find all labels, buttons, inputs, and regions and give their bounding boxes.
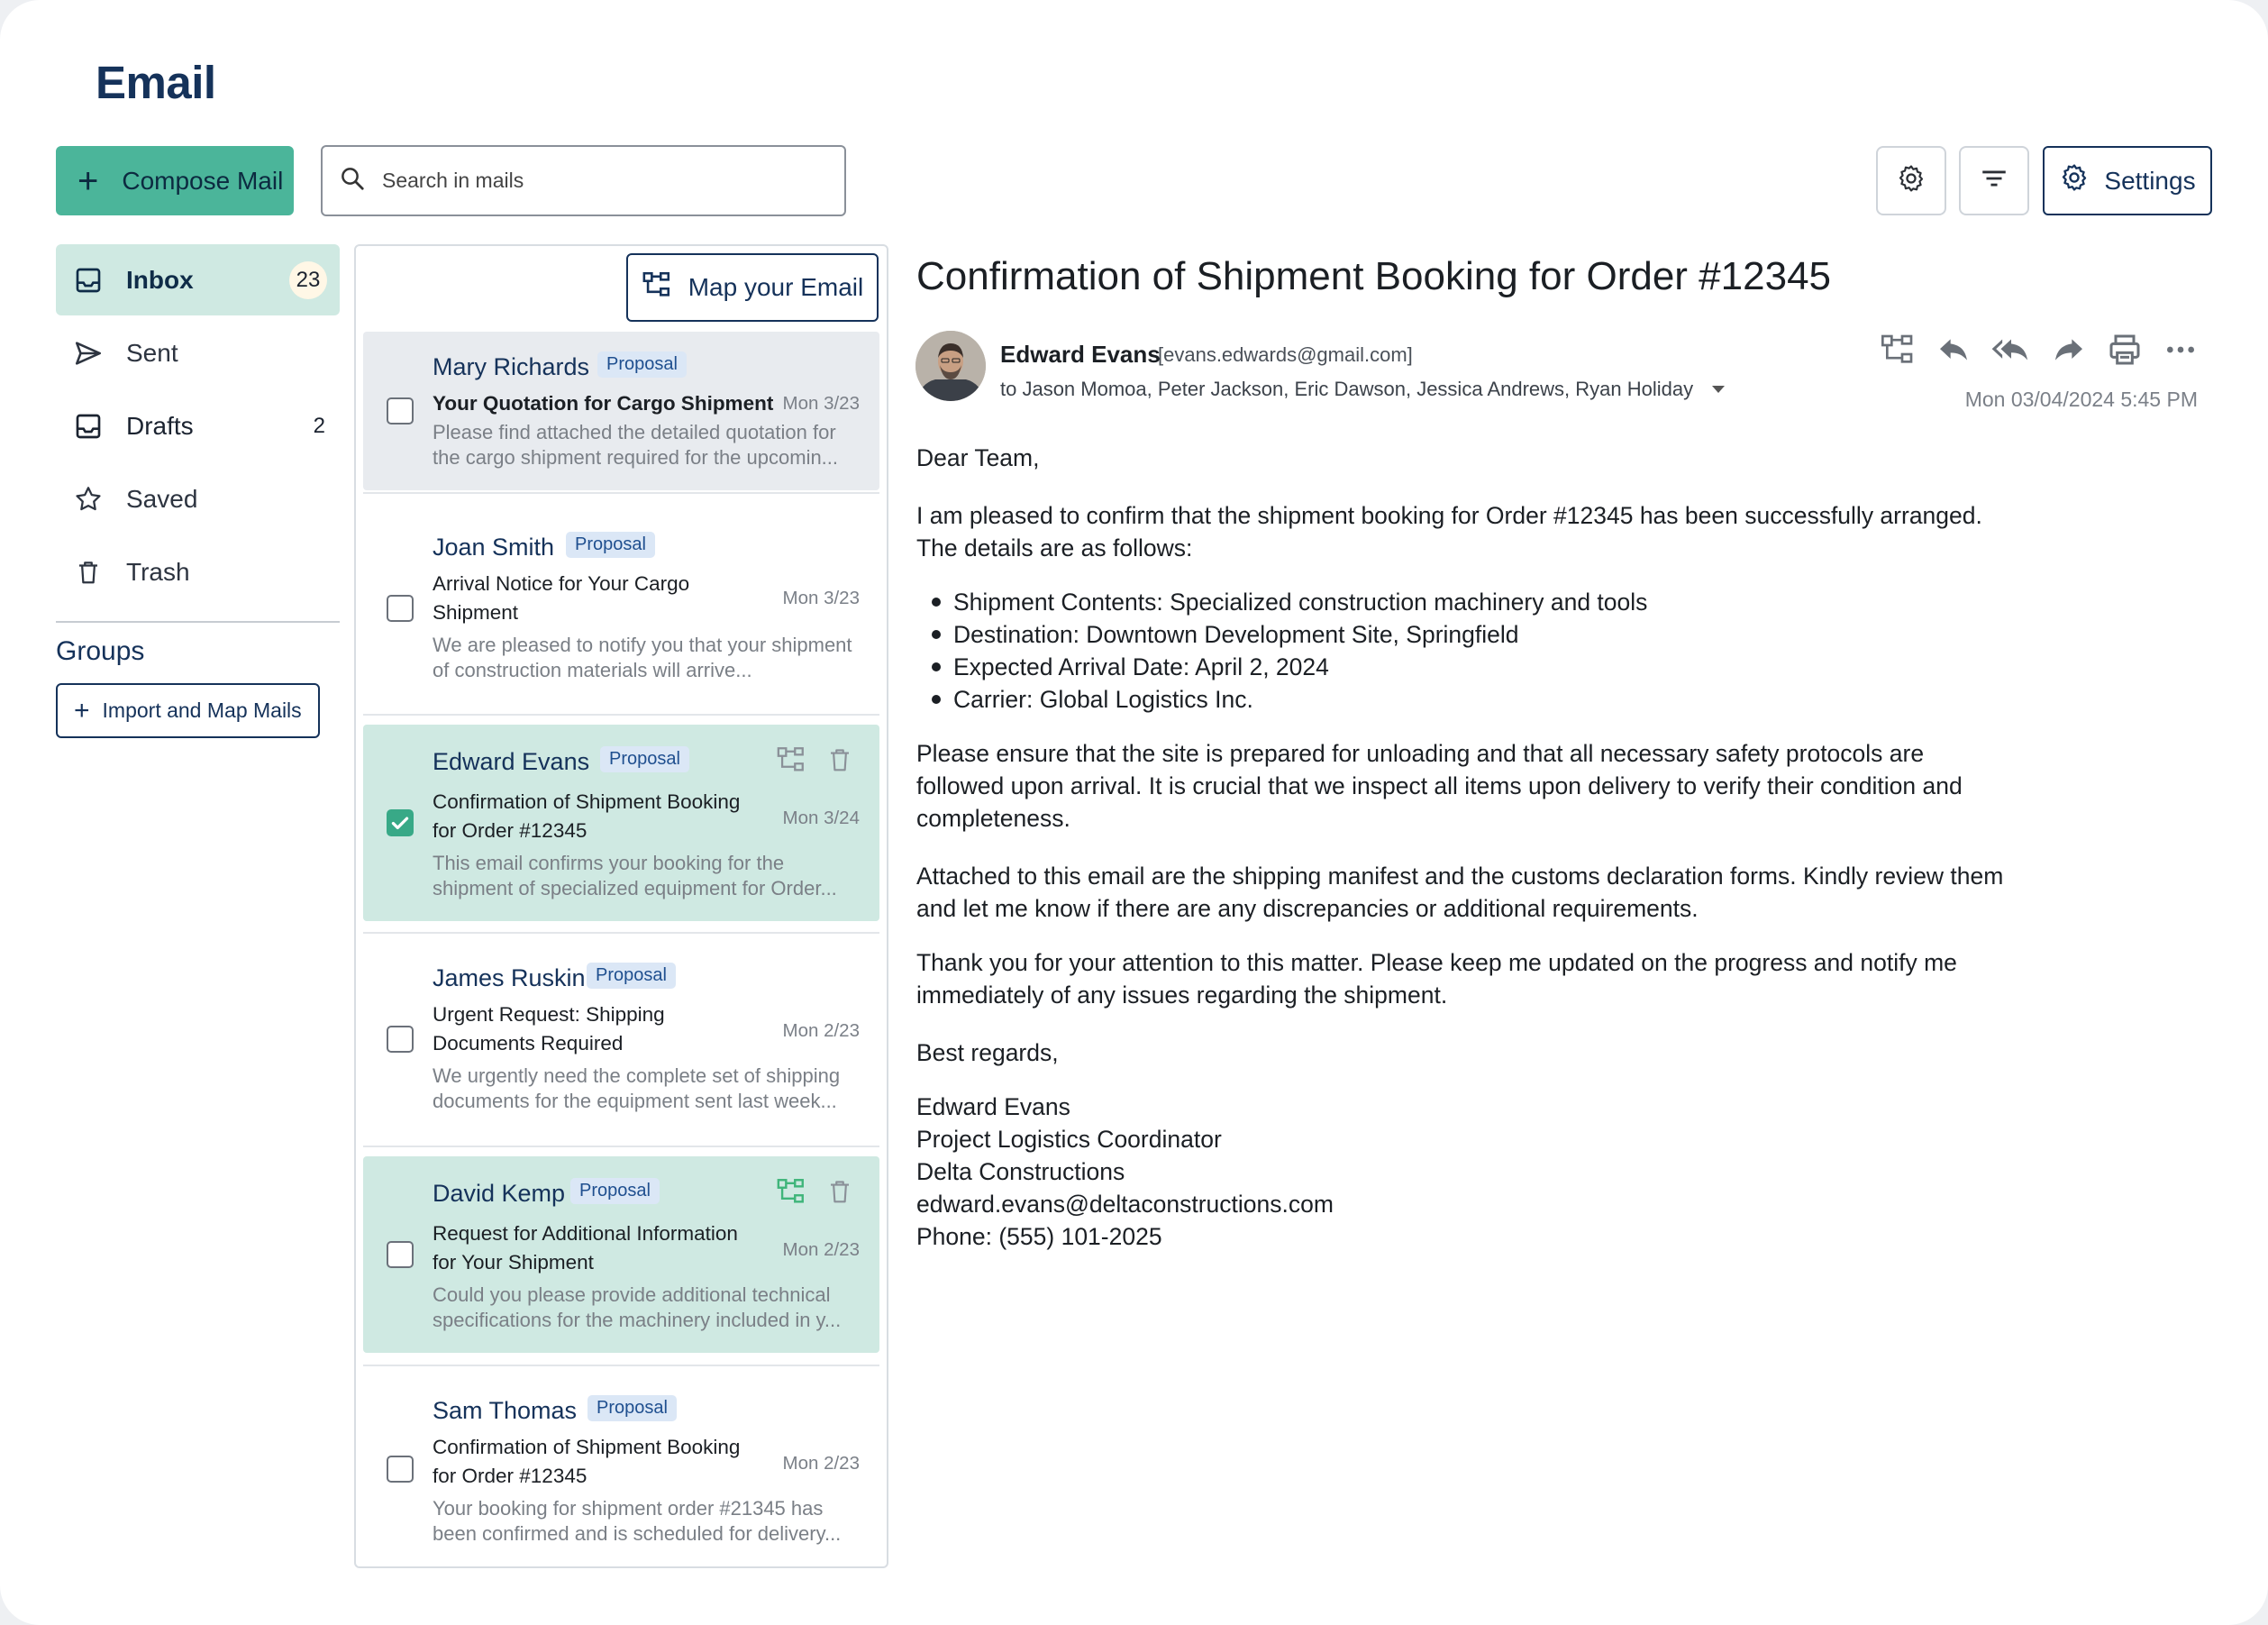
forward-icon[interactable]	[2050, 332, 2088, 372]
select-checkbox[interactable]	[387, 1241, 414, 1268]
list-item[interactable]	[363, 501, 879, 710]
select-checkbox[interactable]	[387, 1456, 414, 1483]
mail-date: Mon 3/23	[782, 393, 860, 414]
hierarchy-icon	[642, 269, 672, 306]
body-closing: Best regards,	[916, 1039, 1059, 1066]
map-email-icon[interactable]	[1879, 332, 1917, 372]
tag-badge: Proposal	[587, 963, 676, 989]
sender-name: Edward Evans	[1000, 341, 1161, 368]
body-paragraph: Thank you for your attention to this matter. Please keep me updated on the progress and notify me immediately of any issues regarding the shipment.	[916, 949, 1957, 1009]
recipients-line: to Jason Momoa, Peter Jackson, Eric Dawson, Jessica Andrews, Ryan Holiday	[1000, 378, 1694, 400]
mail-subject: Urgent Request: Shipping Documents Required	[433, 1003, 665, 1054]
list-item[interactable]	[363, 1365, 879, 1561]
page-title: Email	[96, 57, 216, 108]
sender-email: [evans.edwards@gmail.com]	[1158, 343, 1413, 366]
drafts-icon	[72, 412, 105, 441]
mail-date: Mon 2/23	[782, 1239, 860, 1260]
details-list	[916, 586, 1647, 716]
tag-badge: Proposal	[570, 1178, 660, 1204]
import-and-map-button[interactable]	[56, 683, 320, 738]
mail-preview: We are pleased to notify you that your shipment of construction materials will arrive...	[433, 634, 852, 681]
search-icon	[339, 165, 366, 196]
body-paragraph: Please ensure that the site is prepared for unloading and that all necessary safety protocols are followed upon arrival. It is crucial that we inspect all items upon delivery to verify their condition and completeness.	[916, 740, 1963, 832]
signature-company: Delta Constructions	[916, 1158, 1125, 1185]
list-divider	[363, 932, 879, 934]
filter-button[interactable]	[1959, 146, 2029, 215]
list-bullet: Expected Arrival Date: April 2, 2024	[916, 651, 1647, 683]
sidebar-item-saved[interactable]	[56, 463, 340, 534]
mail-date: Mon 2/23	[782, 1020, 860, 1041]
mail-sender: Sam Thomas	[433, 1397, 578, 1424]
plus-icon: +	[77, 160, 99, 201]
delete-icon[interactable]	[826, 744, 853, 780]
delete-icon[interactable]	[826, 1176, 853, 1211]
list-divider	[363, 1146, 879, 1147]
tag-badge: Proposal	[566, 532, 655, 558]
settings-gear-icon	[2059, 162, 2090, 199]
mail-subject: Confirmation of Shipment Booking for Order #12345	[433, 1436, 741, 1487]
settings-button[interactable]	[2043, 146, 2212, 215]
list-bullet: Shipment Contents: Specialized construction machinery and tools	[916, 586, 1647, 618]
inbox-count-badge: 23	[289, 261, 327, 299]
gear-button[interactable]	[1876, 146, 1946, 215]
search-input[interactable]	[382, 169, 797, 193]
reply-all-icon[interactable]	[1990, 332, 2032, 372]
sidebar-item-label: Saved	[126, 484, 198, 513]
signature-name: Edward Evans	[916, 1093, 1070, 1120]
mail-preview: This email confirms your booking for the shipment of specialized equipment for Order...	[433, 852, 837, 899]
body-paragraph: I am pleased to confirm that the shipment booking for Order #12345 has been successfully arranged. The details are as follows:	[916, 502, 1982, 561]
mail-subject: Your Quotation for Cargo Shipment	[433, 392, 774, 415]
signature-phone: Phone: (555) 101-2025	[916, 1223, 1162, 1250]
reply-icon[interactable]	[1935, 332, 1972, 372]
list-bullet: Destination: Downtown Development Site, Springfield	[916, 618, 1647, 651]
body-greeting: Dear Team,	[916, 444, 1040, 471]
list-item[interactable]	[363, 1156, 879, 1353]
select-checkbox[interactable]	[387, 809, 414, 836]
star-icon	[72, 484, 105, 515]
mail-subject: Confirmation of Shipment Booking for Order #12345	[433, 790, 741, 842]
tag-badge: Proposal	[587, 1395, 677, 1421]
list-bullet: Carrier: Global Logistics Inc.	[916, 683, 1647, 716]
sidebar-divider	[56, 621, 340, 623]
mail-preview: We urgently need the complete set of shipping documents for the equipment sent last week...	[433, 1064, 841, 1112]
mail-preview: Please find attached the detailed quotation for the cargo shipment required for the upcomin...	[433, 421, 839, 469]
select-checkbox[interactable]	[387, 397, 414, 425]
filter-icon	[1979, 163, 2009, 198]
mail-preview: Could you please provide additional technical specifications for the machinery included in y...	[433, 1283, 842, 1331]
sidebar-item-label: Drafts	[126, 411, 194, 440]
drafts-count-badge: 2	[313, 413, 325, 438]
sidebar-item-trash[interactable]	[56, 536, 340, 607]
send-icon	[72, 338, 105, 369]
mail-date: Mon 3/23	[782, 588, 860, 608]
email-actions	[1879, 332, 2200, 372]
sidebar-item-label: Trash	[126, 557, 190, 586]
mail-sender: Joan Smith	[433, 534, 555, 561]
mail-sender: Edward Evans	[433, 748, 590, 775]
inbox-icon	[72, 266, 105, 295]
recipients-dropdown-icon[interactable]	[1712, 386, 1725, 393]
email-subject-heading: Confirmation of Shipment Booking for Order #12345	[916, 254, 1832, 298]
import-label: Import and Map Mails	[102, 698, 302, 722]
mail-sender: Mary Richards	[433, 353, 590, 380]
tag-badge: Proposal	[597, 351, 687, 378]
select-checkbox[interactable]	[387, 1026, 414, 1053]
select-checkbox[interactable]	[387, 595, 414, 622]
mail-date: Mon 3/24	[782, 808, 860, 828]
trash-icon	[72, 558, 105, 587]
more-options-icon[interactable]	[2162, 332, 2200, 372]
sidebar-item-label: Inbox	[126, 265, 194, 294]
compose-mail-button[interactable]	[56, 146, 294, 215]
mail-sender: David Kemp	[433, 1180, 566, 1207]
sidebar-item-inbox[interactable]	[56, 244, 340, 315]
settings-label: Settings	[2104, 166, 2196, 195]
list-divider	[363, 492, 879, 494]
mail-date: Mon 2/23	[782, 1453, 860, 1474]
gear-icon	[1896, 163, 1926, 198]
mail-subject: Request for Additional Information for Your Shipment	[433, 1222, 738, 1274]
list-divider	[363, 1365, 879, 1366]
groups-heading: Groups	[56, 636, 145, 666]
list-item[interactable]	[363, 332, 879, 490]
signature-title: Project Logistics Coordinator	[916, 1126, 1222, 1153]
signature-email: edward.evans@deltaconstructions.com	[916, 1191, 1334, 1218]
sidebar-item-label: Sent	[126, 338, 178, 367]
tag-badge: Proposal	[600, 746, 689, 772]
mail-preview: Your booking for shipment order #21345 has been confirmed and is scheduled for delivery...	[433, 1497, 842, 1545]
email-timestamp: Mon 03/04/2024 5:45 PM	[1964, 388, 2198, 411]
avatar	[915, 331, 986, 401]
sidebar-item-sent[interactable]	[56, 317, 340, 388]
map-mail-icon[interactable]	[776, 744, 806, 780]
mail-sender: James Ruskin	[433, 964, 586, 991]
sidebar-item-drafts[interactable]	[56, 390, 340, 461]
map-mail-icon[interactable]	[776, 1176, 806, 1211]
plus-icon: +	[74, 695, 90, 726]
body-paragraph: Attached to this email are the shipping manifest and the customs declaration forms. Kindly review them and let me know if there are any discrepancies or additional requirements.	[916, 863, 2004, 922]
print-icon[interactable]	[2106, 332, 2144, 372]
mail-subject: Arrival Notice for Your Cargo Shipment	[433, 572, 690, 624]
compose-mail-label: Compose Mail	[122, 166, 284, 195]
map-label: Map your Email	[688, 273, 864, 301]
list-item[interactable]	[363, 934, 879, 1143]
search-box[interactable]	[321, 145, 846, 216]
list-item[interactable]	[363, 725, 879, 921]
list-divider	[363, 714, 879, 716]
map-your-email-button[interactable]	[626, 253, 879, 322]
